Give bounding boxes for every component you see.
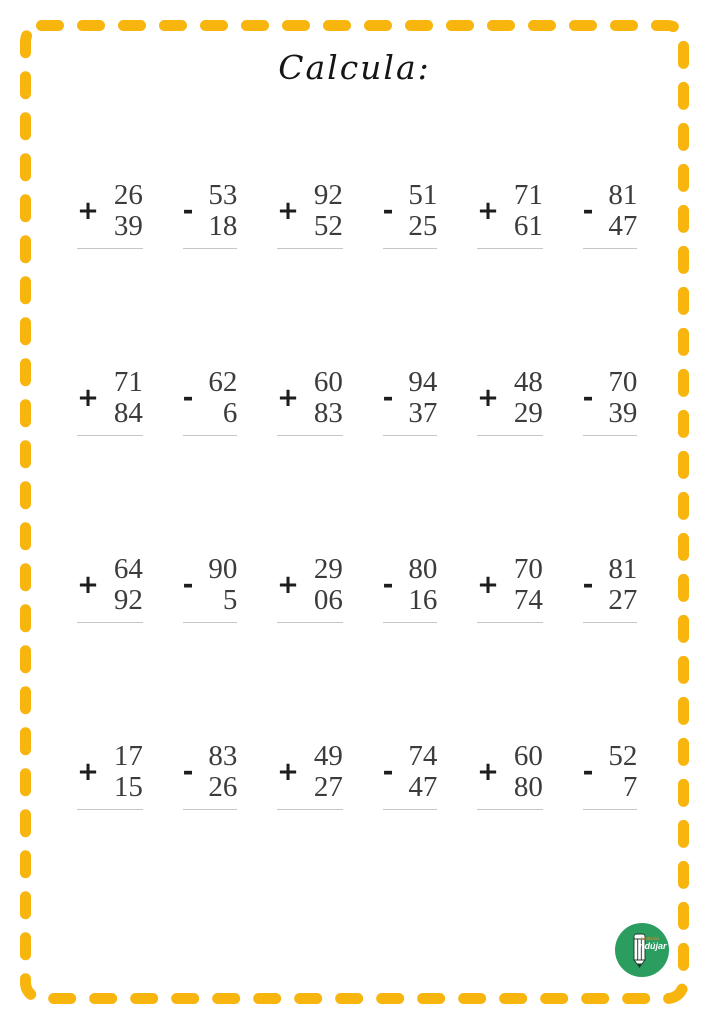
math-problem (383, 554, 438, 630)
bottom-operand: 84 (113, 397, 143, 429)
answer-line (477, 248, 543, 249)
top-operand: 48 (513, 366, 543, 398)
bottom-operand: 27 (608, 584, 638, 616)
bottom-operand: 39 (113, 210, 143, 242)
math-problem (183, 367, 238, 443)
page-title: Calcula: (278, 48, 431, 87)
operator-sign: + (477, 383, 499, 413)
answer-line (277, 248, 343, 249)
logo-text-small: fundación (641, 936, 660, 941)
bottom-operand: 47 (608, 210, 638, 242)
math-problem (477, 180, 543, 256)
top-operand: 80 (408, 553, 438, 585)
top-operand: 83 (208, 740, 238, 772)
bottom-operand: 16 (408, 584, 438, 616)
math-problem (183, 180, 238, 256)
operator-sign: + (277, 570, 299, 600)
operator-sign: - (582, 196, 594, 226)
math-problem (583, 367, 638, 443)
bottom-operand: 37 (408, 397, 438, 429)
answer-line (183, 622, 238, 623)
bottom-operand: 27 (313, 771, 343, 803)
operator-sign: + (77, 383, 99, 413)
bottom-operand: 83 (313, 397, 343, 429)
math-problem (383, 180, 438, 256)
math-problem (183, 554, 238, 630)
operator-sign: + (477, 757, 499, 787)
operator-sign: - (382, 757, 394, 787)
math-problem (583, 741, 638, 817)
operator-sign: - (182, 196, 194, 226)
logo-text-main: ndújar (639, 941, 667, 951)
answer-line (77, 435, 143, 436)
bottom-operand: 52 (313, 210, 343, 242)
problems-grid (60, 180, 660, 817)
operator-sign: - (382, 570, 394, 600)
answer-line (383, 809, 438, 810)
answer-line (277, 435, 343, 436)
answer-line (583, 622, 638, 623)
operator-sign: - (182, 570, 194, 600)
bottom-operand: 18 (208, 210, 238, 242)
top-operand: 81 (608, 553, 638, 585)
top-operand: 64 (113, 553, 143, 585)
top-operand: 81 (608, 179, 638, 211)
answer-line (183, 435, 238, 436)
math-problem (583, 554, 638, 630)
math-problem (583, 180, 638, 256)
top-operand: 17 (113, 740, 143, 772)
top-operand: 74 (408, 740, 438, 772)
math-problem (183, 741, 238, 817)
operator-sign: + (77, 757, 99, 787)
math-problem (277, 741, 343, 817)
answer-line (477, 622, 543, 623)
operator-sign: + (477, 570, 499, 600)
top-operand: 62 (208, 366, 238, 398)
top-operand: 49 (313, 740, 343, 772)
operator-sign: - (582, 757, 594, 787)
bottom-operand: 47 (408, 771, 438, 803)
bottom-operand: 26 (208, 771, 238, 803)
bottom-operand: 7 (622, 771, 638, 803)
top-operand: 53 (208, 179, 238, 211)
answer-line (383, 248, 438, 249)
publisher-logo (614, 922, 670, 978)
bottom-operand: 5 (222, 584, 238, 616)
operator-sign: + (277, 196, 299, 226)
operator-sign: - (582, 383, 594, 413)
operator-sign: - (182, 757, 194, 787)
answer-line (583, 248, 638, 249)
top-operand: 71 (113, 366, 143, 398)
bottom-operand: 25 (408, 210, 438, 242)
answer-line (583, 435, 638, 436)
answer-line (77, 248, 143, 249)
top-operand: 60 (313, 366, 343, 398)
operator-sign: - (582, 570, 594, 600)
answer-line (383, 435, 438, 436)
bottom-operand: 80 (513, 771, 543, 803)
answer-line (77, 622, 143, 623)
operator-sign: - (382, 196, 394, 226)
top-operand: 71 (513, 179, 543, 211)
answer-line (583, 809, 638, 810)
top-operand: 51 (408, 179, 438, 211)
math-problem (277, 367, 343, 443)
math-problem (383, 367, 438, 443)
math-problem (277, 180, 343, 256)
top-operand: 60 (513, 740, 543, 772)
bottom-operand: 29 (513, 397, 543, 429)
math-problem (477, 741, 543, 817)
answer-line (277, 622, 343, 623)
math-problem (277, 554, 343, 630)
math-problem (477, 367, 543, 443)
bottom-operand: 06 (313, 584, 343, 616)
operator-sign: + (277, 383, 299, 413)
answer-line (277, 809, 343, 810)
answer-line (383, 622, 438, 623)
math-problem (477, 554, 543, 630)
bottom-operand: 15 (113, 771, 143, 803)
bottom-operand: 6 (222, 397, 238, 429)
math-problem (77, 180, 143, 256)
top-operand: 26 (113, 179, 143, 211)
operator-sign: + (477, 196, 499, 226)
answer-line (77, 809, 143, 810)
answer-line (477, 809, 543, 810)
bottom-operand: 92 (113, 584, 143, 616)
top-operand: 92 (313, 179, 343, 211)
operator-sign: - (182, 383, 194, 413)
bottom-operand: 39 (608, 397, 638, 429)
top-operand: 70 (513, 553, 543, 585)
operator-sign: + (277, 757, 299, 787)
bottom-operand: 74 (513, 584, 543, 616)
operator-sign: + (77, 570, 99, 600)
top-operand: 94 (408, 366, 438, 398)
top-operand: 52 (608, 740, 638, 772)
math-problem (383, 741, 438, 817)
top-operand: 70 (608, 366, 638, 398)
operator-sign: + (77, 196, 99, 226)
math-problem (77, 367, 143, 443)
answer-line (477, 435, 543, 436)
answer-line (183, 248, 238, 249)
bottom-operand: 61 (513, 210, 543, 242)
answer-line (183, 809, 238, 810)
math-problem (77, 741, 143, 817)
math-problem (77, 554, 143, 630)
top-operand: 90 (208, 553, 238, 585)
operator-sign: - (382, 383, 394, 413)
top-operand: 29 (313, 553, 343, 585)
